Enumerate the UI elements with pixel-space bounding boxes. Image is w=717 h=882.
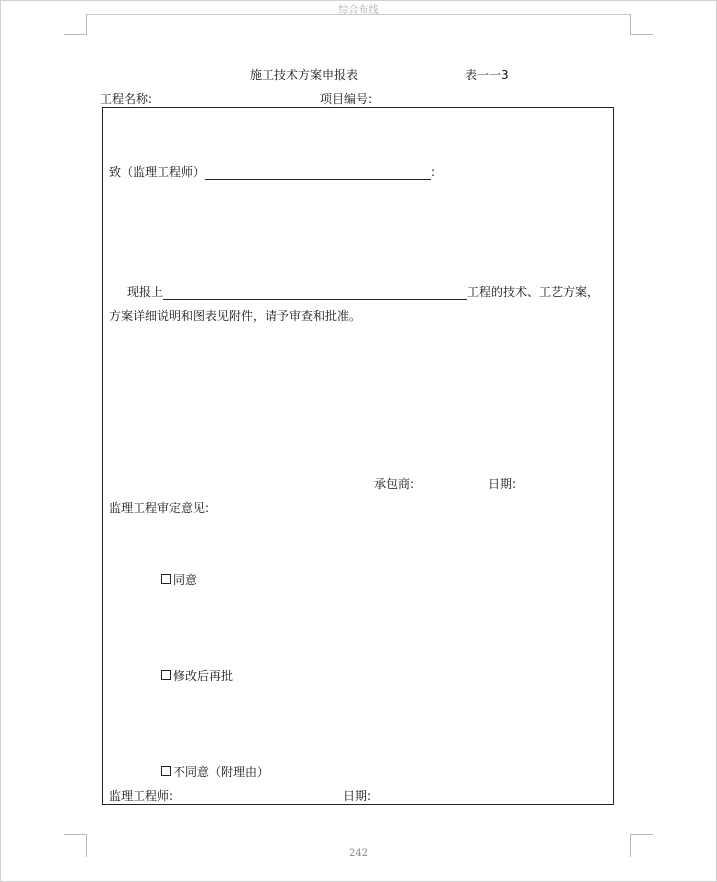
page-number: 242 (348, 848, 369, 859)
report-suffix: 工程的技术、工艺方案， (467, 285, 600, 299)
review-label: 监理工程审定意见: (109, 501, 210, 515)
report-line-1 (127, 283, 599, 300)
option-agree[interactable] (161, 571, 197, 588)
report-prefix: 现报上 (127, 285, 164, 299)
engineer-name-blank (205, 165, 431, 180)
crop-mark-top-left (64, 14, 87, 35)
form-box (102, 107, 614, 805)
to-engineer-suffix: : (431, 165, 436, 179)
engineer-date-label: 日期: (343, 789, 372, 803)
checkbox-icon[interactable] (161, 574, 171, 584)
checkbox-icon[interactable] (161, 766, 171, 776)
project-code-label: 项目编号: (320, 92, 373, 106)
option-disagree[interactable] (161, 763, 269, 780)
form-number: 表一一3 (465, 68, 509, 82)
report-line-2: 方案详细说明和图表见附件，请予审查和批准。 (109, 309, 362, 323)
option-disagree-label: 不同意（附理由） (173, 765, 270, 779)
engineer-label: 监理工程师: (109, 789, 174, 803)
option-revise-label: 修改后再批 (173, 669, 234, 683)
to-engineer-prefix: 致（监理工程师） (109, 165, 206, 179)
option-agree-label: 同意 (173, 573, 198, 587)
to-engineer-line (109, 163, 435, 180)
project-name-label: 工程名称: (100, 92, 153, 106)
contractor-label: 承包商: (374, 477, 415, 491)
project-blank (163, 285, 467, 300)
contractor-date-label: 日期: (488, 477, 517, 491)
crop-mark-top-right (630, 14, 653, 35)
checkbox-icon[interactable] (161, 670, 171, 680)
form-title: 施工技术方案申报表 (250, 68, 359, 82)
option-revise[interactable] (161, 667, 233, 684)
running-header: 综合布线 (338, 5, 379, 16)
header-rule (86, 14, 630, 15)
